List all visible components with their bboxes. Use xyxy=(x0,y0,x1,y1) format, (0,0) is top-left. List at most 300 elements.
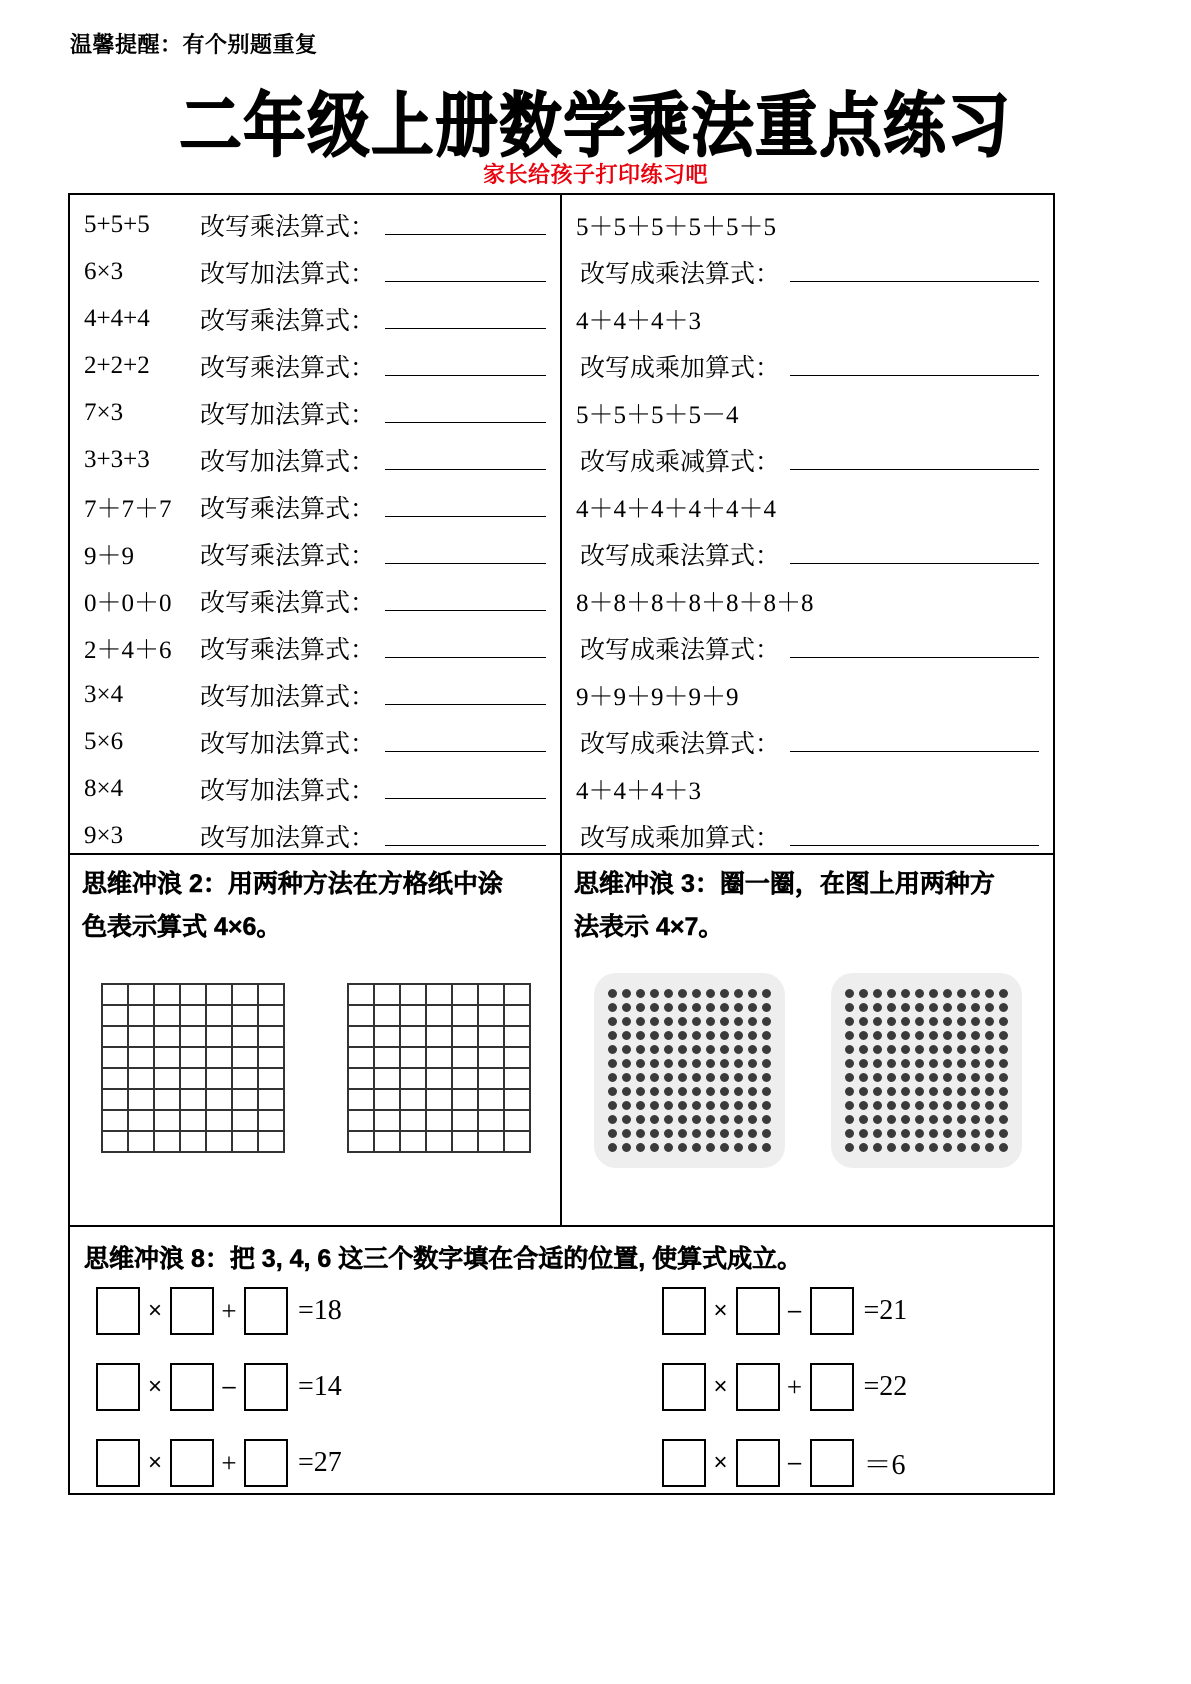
answer-box-1[interactable] xyxy=(96,1439,140,1487)
dot xyxy=(664,1129,673,1138)
grid-cell[interactable] xyxy=(259,1111,285,1132)
answer-box-1[interactable] xyxy=(662,1439,706,1487)
answer-box-3[interactable] xyxy=(810,1287,854,1335)
grid-cell[interactable] xyxy=(207,1090,233,1111)
dot xyxy=(971,1143,980,1152)
dot xyxy=(622,1115,631,1124)
answer-blank[interactable] xyxy=(385,214,546,235)
dot xyxy=(678,1073,687,1082)
grid-cell[interactable] xyxy=(401,1132,427,1153)
dot xyxy=(901,1115,910,1124)
dot xyxy=(873,1101,882,1110)
answer-blank[interactable] xyxy=(385,449,546,470)
grid-cell[interactable] xyxy=(207,1132,233,1153)
dot xyxy=(748,1087,757,1096)
dot xyxy=(748,1143,757,1152)
exercise-row-expression xyxy=(562,201,1053,248)
answer-box-1[interactable] xyxy=(96,1287,140,1335)
dot xyxy=(873,1087,882,1096)
dot xyxy=(748,1003,757,1012)
dot xyxy=(929,1017,938,1026)
exercise-prompt: 改写成乘法算式： xyxy=(580,636,781,664)
dot xyxy=(608,1087,617,1096)
grid-cell[interactable] xyxy=(453,1048,479,1069)
dot xyxy=(692,1101,701,1110)
grid-cell[interactable] xyxy=(453,1027,479,1048)
grid-cell[interactable] xyxy=(505,1132,531,1153)
equation-result: =14 xyxy=(298,1371,342,1402)
operator-addsub: + xyxy=(786,1371,803,1402)
grid-cell[interactable] xyxy=(207,1111,233,1132)
dot xyxy=(678,1129,687,1138)
dot xyxy=(859,1059,868,1068)
grid-cell[interactable] xyxy=(129,1027,155,1048)
exercise-expression: 4＋4＋4＋3 xyxy=(576,777,702,805)
dot xyxy=(957,1045,966,1054)
answer-blank[interactable] xyxy=(790,261,1039,282)
dot xyxy=(748,1017,757,1026)
dot xyxy=(929,1059,938,1068)
grid-cell[interactable] xyxy=(453,1069,479,1090)
grid-cell[interactable] xyxy=(479,985,505,1006)
dot xyxy=(762,1115,771,1124)
dot xyxy=(957,1115,966,1124)
exercise-column-right xyxy=(562,195,1053,853)
dot xyxy=(706,1129,715,1138)
grid-cell[interactable] xyxy=(479,1027,505,1048)
grid-cell[interactable] xyxy=(129,1090,155,1111)
answer-blank[interactable] xyxy=(385,308,546,329)
answer-blank[interactable] xyxy=(790,355,1039,376)
grid-cell[interactable] xyxy=(349,985,375,1006)
grid-cell[interactable] xyxy=(129,1006,155,1027)
grid-cell[interactable] xyxy=(479,1069,505,1090)
dot xyxy=(692,1129,701,1138)
dot xyxy=(985,1087,994,1096)
grid-cell[interactable] xyxy=(401,1006,427,1027)
exercise-expression: 2+2+2 xyxy=(84,351,150,379)
grid-cell[interactable] xyxy=(129,1069,155,1090)
grid-cell[interactable] xyxy=(233,1048,259,1069)
grid-cell[interactable] xyxy=(207,985,233,1006)
dot xyxy=(692,1003,701,1012)
grid-cell[interactable] xyxy=(505,1090,531,1111)
dot xyxy=(692,1115,701,1124)
grid-cell[interactable] xyxy=(427,1048,453,1069)
grid-cell[interactable] xyxy=(401,1069,427,1090)
dot xyxy=(901,1003,910,1012)
grid-cell[interactable] xyxy=(207,1027,233,1048)
grid-cell[interactable] xyxy=(233,1111,259,1132)
grid-cell[interactable] xyxy=(453,1111,479,1132)
grid-cell[interactable] xyxy=(103,1111,129,1132)
grid-cell[interactable] xyxy=(103,1027,129,1048)
grid-cell[interactable] xyxy=(401,1048,427,1069)
thinking-problem-8 xyxy=(70,1227,1053,1491)
grid-cell[interactable] xyxy=(427,1006,453,1027)
grid-cell[interactable] xyxy=(129,1132,155,1153)
dot xyxy=(859,1031,868,1040)
dot xyxy=(720,1073,729,1082)
square-grid[interactable] xyxy=(347,983,531,1153)
answer-box-3[interactable] xyxy=(244,1439,288,1487)
dot xyxy=(762,1059,771,1068)
thinking-problem-3 xyxy=(562,855,1053,1225)
answer-blank[interactable] xyxy=(385,684,546,705)
dot xyxy=(664,1059,673,1068)
dot xyxy=(845,1045,854,1054)
dot xyxy=(859,1073,868,1082)
dot xyxy=(845,1101,854,1110)
dot xyxy=(762,1073,771,1082)
dot xyxy=(664,1143,673,1152)
dot xyxy=(636,1031,645,1040)
dot xyxy=(943,1115,952,1124)
exercise-row-left xyxy=(70,295,560,342)
answer-blank[interactable] xyxy=(790,449,1039,470)
dot xyxy=(650,1003,659,1012)
grid-cell[interactable] xyxy=(505,1006,531,1027)
grid-cell[interactable] xyxy=(155,1090,181,1111)
grid-cell[interactable] xyxy=(103,1048,129,1069)
box-equation xyxy=(562,1431,1054,1495)
dot xyxy=(720,1115,729,1124)
dot xyxy=(873,989,882,998)
grid-cell[interactable] xyxy=(181,1048,207,1069)
grid-cell[interactable] xyxy=(375,1132,401,1153)
grid-cell[interactable] xyxy=(505,985,531,1006)
grid-cell[interactable] xyxy=(155,1048,181,1069)
dot xyxy=(873,1129,882,1138)
square-grid[interactable] xyxy=(101,983,285,1153)
dot xyxy=(887,1115,896,1124)
box-equation xyxy=(562,1279,1054,1343)
grid-cell[interactable] xyxy=(129,1048,155,1069)
grid-cell[interactable] xyxy=(349,1090,375,1111)
dot xyxy=(706,989,715,998)
grid-cell[interactable] xyxy=(181,1111,207,1132)
answer-blank[interactable] xyxy=(385,778,546,799)
exercise-prompt: 改写成乘法算式： xyxy=(580,542,781,570)
exercise-prompt: 改写乘法算式： xyxy=(200,589,376,617)
dot xyxy=(650,1115,659,1124)
grid-cell[interactable] xyxy=(129,985,155,1006)
grid-cell[interactable] xyxy=(207,1048,233,1069)
exercise-expression: 9＋9＋9＋9＋9 xyxy=(576,683,739,711)
dot xyxy=(664,1003,673,1012)
grid-cell[interactable] xyxy=(103,1006,129,1027)
grid-cell[interactable] xyxy=(427,1069,453,1090)
grid-cell[interactable] xyxy=(181,1006,207,1027)
answer-blank[interactable] xyxy=(790,637,1039,658)
grid-cell[interactable] xyxy=(155,1027,181,1048)
answer-blank[interactable] xyxy=(385,637,546,658)
dot xyxy=(608,1101,617,1110)
grid-cell[interactable] xyxy=(479,1006,505,1027)
dot xyxy=(901,1017,910,1026)
exercise-expression: 8×4 xyxy=(84,774,124,802)
grid-cell[interactable] xyxy=(233,1006,259,1027)
dot xyxy=(985,1059,994,1068)
answer-box-1[interactable] xyxy=(662,1363,706,1411)
grid-cell[interactable] xyxy=(375,985,401,1006)
think2-line2: 色表示算式 4×6。 xyxy=(82,913,282,941)
grid-cell[interactable] xyxy=(349,1069,375,1090)
think2-heading xyxy=(70,855,560,949)
operator-multiply: × xyxy=(713,1373,728,1400)
exercise-prompt: 改写加法算式： xyxy=(200,730,376,758)
dot xyxy=(971,1031,980,1040)
grid-cell[interactable] xyxy=(349,1048,375,1069)
dot xyxy=(608,1031,617,1040)
grid-cell[interactable] xyxy=(505,1111,531,1132)
grid-cell[interactable] xyxy=(375,1069,401,1090)
grid-cell[interactable] xyxy=(155,1132,181,1153)
exercise-expression: 9＋9 xyxy=(84,542,135,570)
grid-cell[interactable] xyxy=(427,1027,453,1048)
grid-cell[interactable] xyxy=(505,1069,531,1090)
grid-cell[interactable] xyxy=(453,1006,479,1027)
grid-cell[interactable] xyxy=(259,985,285,1006)
answer-blank[interactable] xyxy=(385,825,546,846)
dot xyxy=(636,1059,645,1068)
dot xyxy=(734,1045,743,1054)
grid-cell[interactable] xyxy=(207,1069,233,1090)
answer-blank[interactable] xyxy=(790,731,1039,752)
dot xyxy=(999,1031,1008,1040)
equation-result: =18 xyxy=(298,1295,342,1326)
exercise-row-left xyxy=(70,436,560,483)
think2-line1: 思维冲浪 2：用两种方法在方格纸中涂 xyxy=(82,870,503,898)
grid-cell[interactable] xyxy=(375,1027,401,1048)
grid-cell[interactable] xyxy=(233,1069,259,1090)
answer-blank[interactable] xyxy=(385,590,546,611)
grid-cell[interactable] xyxy=(129,1111,155,1132)
grid-cell[interactable] xyxy=(375,1006,401,1027)
grid-cell[interactable] xyxy=(155,985,181,1006)
answer-blank[interactable] xyxy=(790,543,1039,564)
dot xyxy=(999,1115,1008,1124)
exercise-row-left xyxy=(70,812,560,859)
answer-box-2[interactable] xyxy=(170,1439,214,1487)
answer-box-1[interactable] xyxy=(96,1363,140,1411)
grid-cell[interactable] xyxy=(375,1048,401,1069)
grid-cell[interactable] xyxy=(427,1132,453,1153)
answer-blank[interactable] xyxy=(790,825,1039,846)
dot xyxy=(608,989,617,998)
dot xyxy=(915,1087,924,1096)
grid-cell[interactable] xyxy=(155,1006,181,1027)
answer-blank[interactable] xyxy=(385,261,546,282)
grid-cell[interactable] xyxy=(479,1048,505,1069)
dot xyxy=(664,1045,673,1054)
grid-cell[interactable] xyxy=(207,1006,233,1027)
grid-cell[interactable] xyxy=(103,1069,129,1090)
exercise-row-prompt xyxy=(562,248,1053,295)
grid-cell[interactable] xyxy=(181,1027,207,1048)
dot xyxy=(915,1059,924,1068)
grid-cell[interactable] xyxy=(349,1006,375,1027)
dot-array xyxy=(608,989,771,1152)
dot xyxy=(678,1031,687,1040)
dot xyxy=(664,1087,673,1096)
dot xyxy=(859,1101,868,1110)
operator-addsub: + xyxy=(221,1295,237,1326)
dot xyxy=(901,1143,910,1152)
dot xyxy=(971,1087,980,1096)
exercise-prompt: 改写乘法算式： xyxy=(200,542,376,570)
grid-cell[interactable] xyxy=(453,1132,479,1153)
grid-cell[interactable] xyxy=(453,1090,479,1111)
exercise-expression: 6×3 xyxy=(84,257,124,285)
grid-cell[interactable] xyxy=(103,1090,129,1111)
exercise-expression: 8＋8＋8＋8＋8＋8＋8 xyxy=(576,589,814,617)
dot xyxy=(664,1073,673,1082)
grid-cell[interactable] xyxy=(427,985,453,1006)
dot xyxy=(692,1031,701,1040)
dot xyxy=(971,1101,980,1110)
grid-cell[interactable] xyxy=(233,1027,259,1048)
grid-cell[interactable] xyxy=(349,1111,375,1132)
dot xyxy=(999,989,1008,998)
dot xyxy=(636,989,645,998)
answer-box-3[interactable] xyxy=(810,1439,854,1487)
grid-cell[interactable] xyxy=(349,1132,375,1153)
dot xyxy=(622,989,631,998)
answer-box-2[interactable] xyxy=(736,1287,780,1335)
grid-cell[interactable] xyxy=(259,1132,285,1153)
dot xyxy=(706,1073,715,1082)
grid-cell[interactable] xyxy=(479,1111,505,1132)
page-title: 二年级上册数学乘法重点练习 xyxy=(179,89,1012,166)
answer-box-3[interactable] xyxy=(244,1287,288,1335)
exercise-row-left xyxy=(70,530,560,577)
dot xyxy=(748,1031,757,1040)
answer-blank[interactable] xyxy=(385,496,546,517)
grid-cell[interactable] xyxy=(103,1132,129,1153)
operator-addsub: – xyxy=(787,1449,802,1476)
dot xyxy=(971,1003,980,1012)
dot xyxy=(873,1143,882,1152)
grid-cell[interactable] xyxy=(427,1111,453,1132)
grid-cell[interactable] xyxy=(505,1027,531,1048)
grid-cell[interactable] xyxy=(259,1027,285,1048)
dot xyxy=(859,1087,868,1096)
grid-cell[interactable] xyxy=(479,1090,505,1111)
grid-cell[interactable] xyxy=(259,1006,285,1027)
dot-array-panel[interactable] xyxy=(831,973,1022,1168)
dot xyxy=(762,1003,771,1012)
grid-cell[interactable] xyxy=(453,985,479,1006)
answer-blank[interactable] xyxy=(385,355,546,376)
grid-cell[interactable] xyxy=(401,1027,427,1048)
dot xyxy=(957,1031,966,1040)
dot xyxy=(636,1087,645,1096)
dot xyxy=(636,1143,645,1152)
dot xyxy=(845,1031,854,1040)
grid-cell[interactable] xyxy=(259,1048,285,1069)
answer-box-2[interactable] xyxy=(170,1287,214,1335)
grid-cell[interactable] xyxy=(401,1111,427,1132)
dot xyxy=(901,1031,910,1040)
answer-box-2[interactable] xyxy=(736,1439,780,1487)
grid-cell[interactable] xyxy=(155,1111,181,1132)
grid-cell[interactable] xyxy=(259,1090,285,1111)
answer-blank[interactable] xyxy=(385,543,546,564)
exercise-row-expression xyxy=(562,483,1053,530)
grid-cell[interactable] xyxy=(233,985,259,1006)
answer-box-3[interactable] xyxy=(810,1363,854,1411)
dot xyxy=(762,1143,771,1152)
grid-cell[interactable] xyxy=(505,1048,531,1069)
dot-array-panel[interactable] xyxy=(594,973,785,1168)
dot xyxy=(929,1101,938,1110)
dot xyxy=(720,1143,729,1152)
dot xyxy=(636,1115,645,1124)
box-equation xyxy=(562,1355,1054,1419)
grid-cell[interactable] xyxy=(427,1090,453,1111)
dot xyxy=(622,1031,631,1040)
dot xyxy=(762,1087,771,1096)
grid-cell[interactable] xyxy=(181,1132,207,1153)
grid-cell[interactable] xyxy=(401,985,427,1006)
answer-box-2[interactable] xyxy=(170,1363,214,1411)
grid-cell[interactable] xyxy=(349,1027,375,1048)
grid-cell[interactable] xyxy=(103,985,129,1006)
dot xyxy=(929,1003,938,1012)
exercise-expression: 5＋5＋5＋5－4 xyxy=(576,401,739,429)
dot xyxy=(734,1115,743,1124)
dot xyxy=(678,1101,687,1110)
grid-cell[interactable] xyxy=(259,1069,285,1090)
grid-cell[interactable] xyxy=(181,1069,207,1090)
dot xyxy=(650,1045,659,1054)
exercise-prompt: 改写成乘加算式： xyxy=(580,354,781,382)
answer-blank[interactable] xyxy=(385,402,546,423)
dot xyxy=(845,1087,854,1096)
dot xyxy=(622,1101,631,1110)
dot xyxy=(859,1017,868,1026)
exercise-prompt: 改写加法算式： xyxy=(200,683,376,711)
answer-box-1[interactable] xyxy=(662,1287,706,1335)
answer-blank[interactable] xyxy=(385,731,546,752)
grid-cell[interactable] xyxy=(181,985,207,1006)
grid-cell[interactable] xyxy=(479,1132,505,1153)
grid-cell[interactable] xyxy=(375,1111,401,1132)
dot xyxy=(845,1017,854,1026)
dot xyxy=(985,1115,994,1124)
grid-cell[interactable] xyxy=(375,1090,401,1111)
dot xyxy=(887,1087,896,1096)
grid-cell[interactable] xyxy=(155,1069,181,1090)
dot xyxy=(957,1059,966,1068)
dot xyxy=(608,1003,617,1012)
dot xyxy=(622,1129,631,1138)
dot xyxy=(901,1073,910,1082)
exercise-prompt: 改写成乘减算式： xyxy=(580,448,781,476)
dot xyxy=(929,1087,938,1096)
dot xyxy=(873,1003,882,1012)
grid-cell[interactable] xyxy=(233,1132,259,1153)
answer-box-3[interactable] xyxy=(244,1363,288,1411)
grid-cell[interactable] xyxy=(181,1090,207,1111)
answer-box-2[interactable] xyxy=(736,1363,780,1411)
dot xyxy=(664,1017,673,1026)
grid-cell[interactable] xyxy=(233,1090,259,1111)
dot xyxy=(859,1003,868,1012)
exercise-expression: 5＋5＋5＋5＋5＋5 xyxy=(576,213,777,241)
grid-cell[interactable] xyxy=(401,1090,427,1111)
